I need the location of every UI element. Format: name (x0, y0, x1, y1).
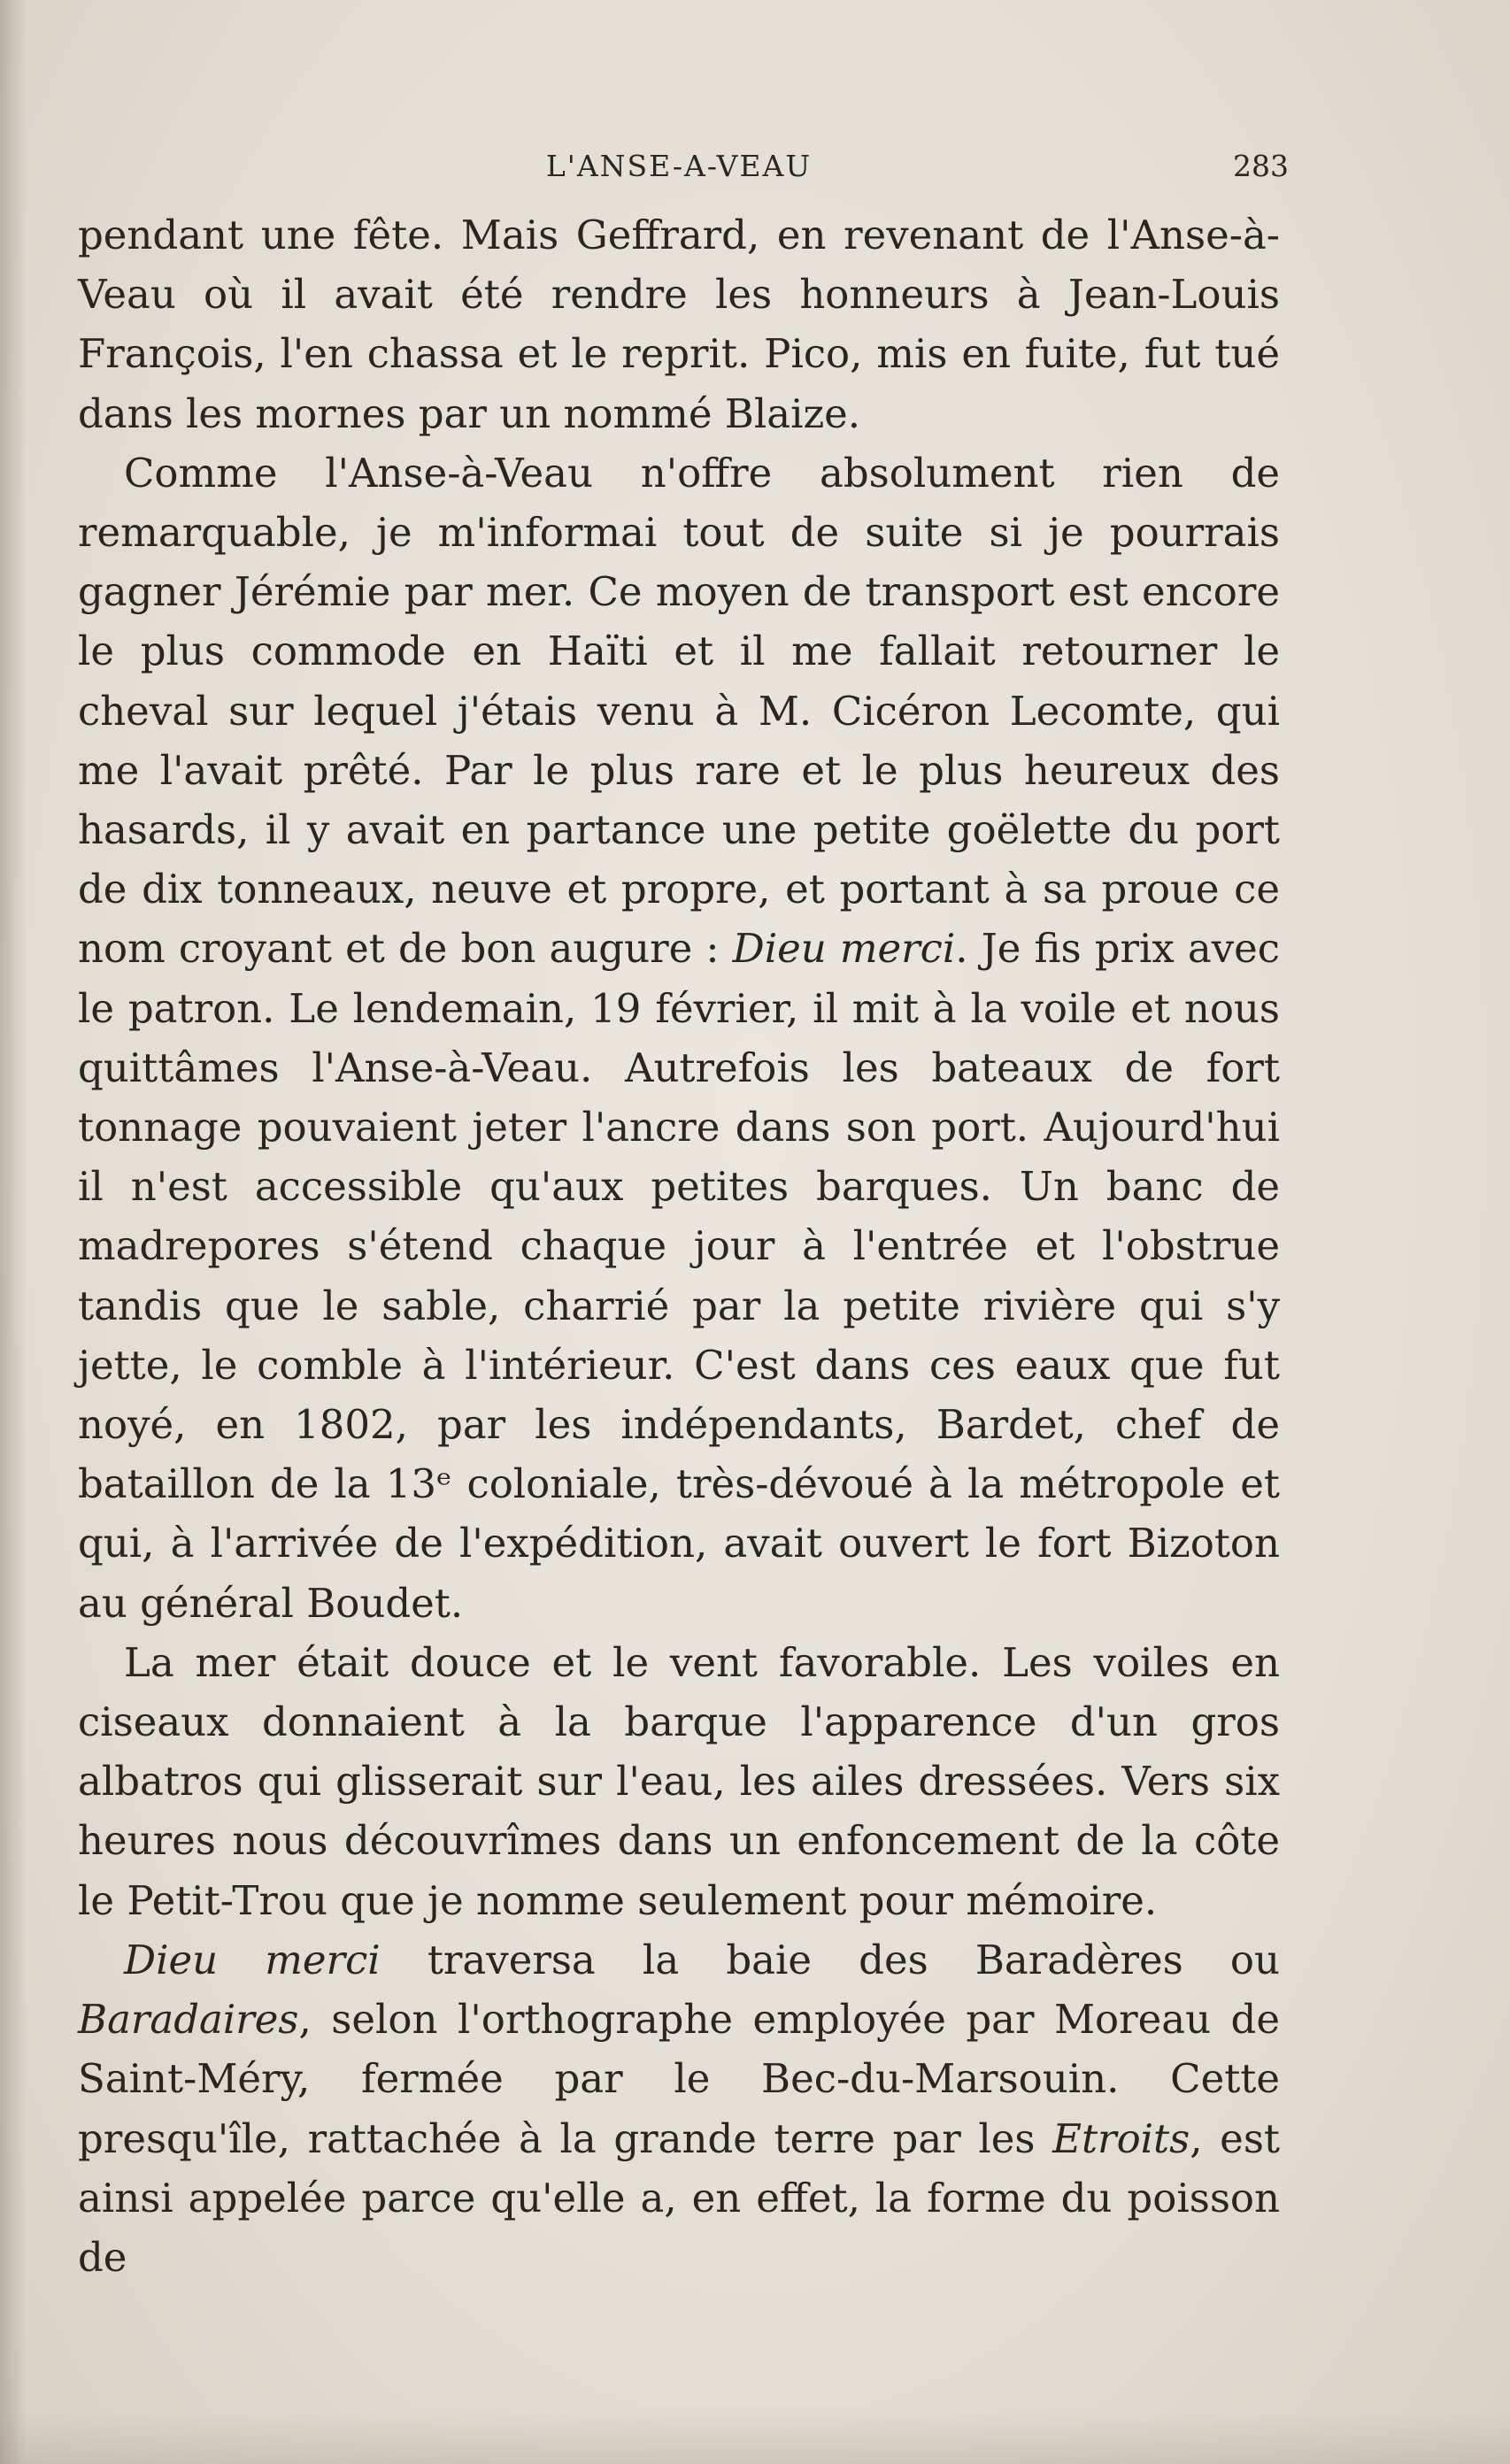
paragraph-4-italic-etroits: Etroits (1052, 2114, 1190, 2162)
paragraph-1-text: pendant une fête. Mais Geffrard, en revenant de l'Anse-à-Veau où il avait été rendre les honneurs à Jean-Louis François, l'en chassa et le reprit. Pico, mis en fuite, fut tué dans les mornes par un nommé Blaize. (78, 212, 1280, 437)
paragraph-4-text-b: , selon l'orthographe employée par Moreau de Saint-Méry, fermée par le Bec-du-Marsouin. Cette presqu'île, rattachée à la grande terre par les (78, 1996, 1280, 2162)
paragraph-3 (78, 1633, 1280, 1930)
paragraph-2 (78, 443, 1280, 1633)
paragraph-3-text: La mer était douce et le vent favorable. Les voiles en ciseaux donnaient à la barque l'apparence d'un gros albatros qui glisserait sur l'eau, les ailes dressées. Vers six heures nous découvrîmes dans un enfoncement de la côte le Petit-Trou que je nomme seulement pour mémoire. (78, 1638, 1280, 1924)
paragraph-1 (78, 205, 1280, 443)
paragraph-4 (78, 1930, 1280, 2287)
running-head (78, 142, 1289, 186)
paragraph-4-italic-ship-name: Dieu merci (124, 1936, 381, 1983)
page-number: 283 (1233, 149, 1289, 183)
paragraph-4-text-a: traversa la baie des Baradères ou (380, 1936, 1280, 1983)
paragraph-2-italic-ship-name: Dieu merci (732, 925, 956, 973)
running-title: L'ANSE-A-VEAU (545, 149, 813, 183)
page-gutter-shadow (0, 0, 27, 2464)
paragraph-4-italic-baradaires: Baradaires (78, 1996, 299, 2044)
paragraph-2-text-a: Comme l'Anse-à-Veau n'offre absolument rien de remarquable, je m'informai tout de suite si je pourrais gagner Jérémie par mer. Ce moyen de transport est encore le plus commode en Haïti et il me fallait retourner le cheval sur lequel j'étais venu à M. Cicéron Lecomte, qui me l'avait prêté. Par le plus rare et le plus heureux des hasards, il y avait en partance une petite goëlette du port de dix tonneaux, neuve et propre, et portant à sa proue ce nom croyant et de bon augure : (78, 449, 1280, 973)
paragraph-4-text-c: , est ainsi appelée parce qu'elle a, en effet, la forme du poisson de (78, 2114, 1280, 2281)
body-text (78, 205, 1280, 2287)
page-bottom-shadow (0, 2411, 1510, 2464)
paragraph-2-text-b: . Je fis prix avec le patron. Le lendemain, 19 février, il mit à la voile et nous quittâmes l'Anse-à-Veau. Autrefois les bateaux de fort tonnage pouvaient jeter l'ancre dans son port. Aujourd'hui il n'est accessible qu'aux petites barques. Un banc de madrepores s'étend chaque jour à l'entrée et l'obstrue tandis que le sable, charrié par la petite rivière qui s'y jette, le comble à l'intérieur. C'est dans ces eaux que fut noyé, en 1802, par les indépendants, Bardet, chef de bataillon de la 13ᵉ coloniale, très-dévoué à la métropole et qui, à l'arrivée de l'expédition, avait ouvert le fort Bizoton au général Boudet. (78, 925, 1280, 1627)
